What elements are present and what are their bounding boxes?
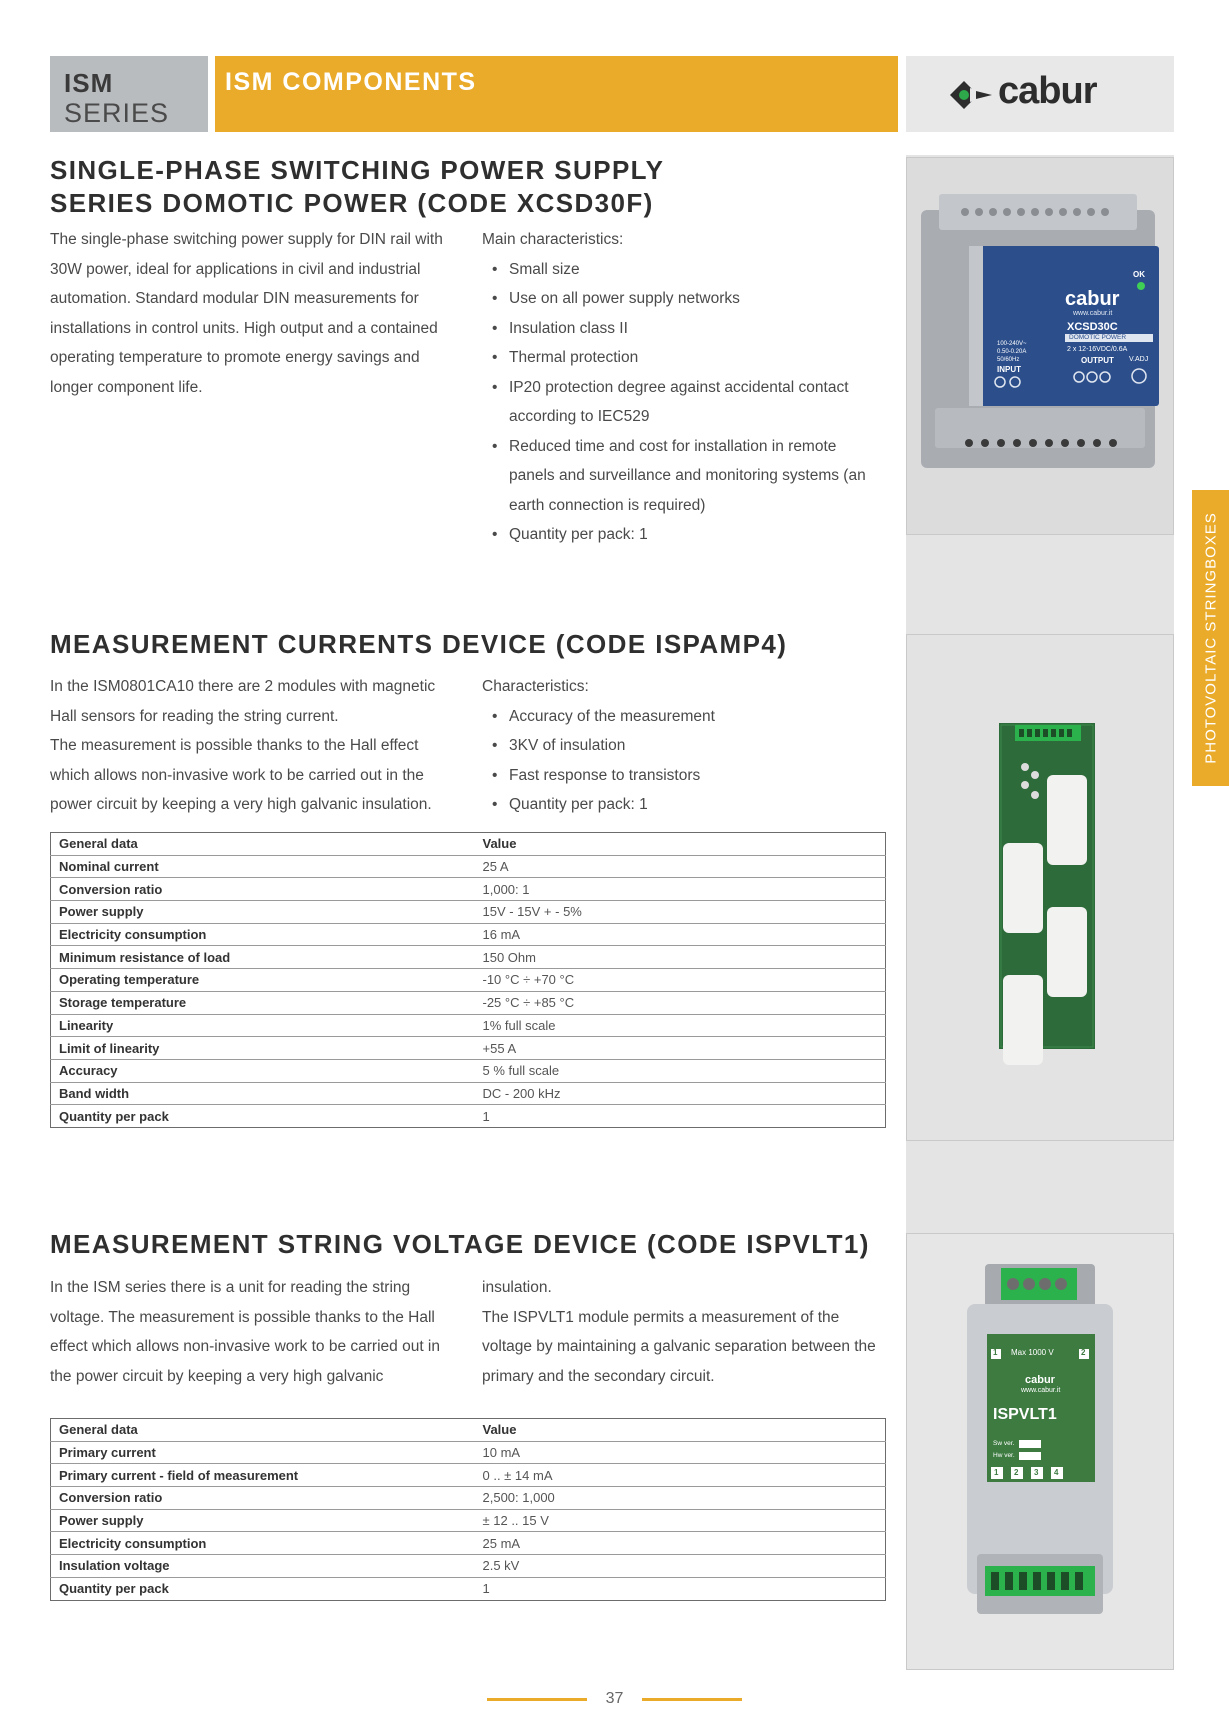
table-row [51,1082,886,1105]
table-cell: Storage temperature [51,991,475,1014]
series-label-line2: SERIES [64,98,170,128]
device3-max-label: Max 1000 V [1011,1348,1054,1357]
section2-char-heading: Characteristics: [482,678,589,695]
list-item: • Quantity per pack: 1 [482,520,882,550]
table-row [51,1037,886,1060]
table-header-cell: Value [475,833,886,856]
section3-description-col2 [482,1273,882,1391]
section3-description-text3: The ISPVLT1 module permits a measurement of the voltage by maintaining a galvanic separation between the primary and the secondary circuit. [482,1308,876,1385]
section2-description-p2: The measurement is possible thanks to the Hall effect which allows non-invasive work to be carried out in the power circuit by keeping a very high galvanic insulation. [50,737,432,813]
device1-input-label: INPUT [997,365,1021,374]
table-row [51,1059,886,1082]
device1-input-specs [997,340,1027,364]
device1-subtitle: DOMOTIC POWER [1069,334,1127,341]
table-cell: Electricity consumption [51,1532,475,1555]
table-cell: Power supply [51,901,475,924]
section3-description-text2: insulation. [482,1279,552,1296]
device3-bottom-terminal-1: 1 [994,1468,999,1477]
table-cell: 1 [482,1108,490,1124]
table-row [51,1464,886,1487]
section1-description-text: The single-phase switching power supply for DIN rail with 30W power, ideal for applications in civil and industrial automation. Standard modular DIN measurements for installations in control units. High output and a contained operating temperature to promote energy savings and longer component life. [50,231,443,396]
table-cell: Primary current - field of measurement [51,1464,475,1487]
list-item: • 3KV of insulation [482,731,882,761]
section2-description [50,672,450,820]
section1-title [50,154,850,220]
device3-hw-label: Hw ver. [993,1452,1015,1459]
section1-characteristics [482,225,882,550]
section3-spec-table [50,1418,886,1601]
table-row [51,1014,886,1037]
table-cell: 25 mA [475,1532,886,1555]
page-number: 37 [605,1690,624,1707]
table-cell: 150 Ohm [475,946,886,969]
device1-input-spec2: 0.50-0.20A [997,349,1027,355]
table-header-row [51,1419,886,1442]
section1-feature-list [482,255,882,550]
section2-description-p1: In the ISM0801CA10 there are 2 modules with magnetic Hall sensors for reading the string current. [50,678,436,725]
table-header-cell: General data [51,1419,475,1442]
table-cell: 1 [482,1581,490,1597]
voltage-device-photo [906,1233,1174,1670]
device1-output-label: OUTPUT [1081,356,1114,365]
table-cell: Accuracy [51,1059,475,1082]
power-supply-illustration-icon [907,158,1173,534]
table-row [51,923,886,946]
list-item: • Quantity per pack: 1 [482,790,882,820]
table-row [51,1105,886,1128]
table-cell: 15V - 15V + - 5% [475,901,886,924]
page-footer [0,1690,1229,1708]
section-header-bar [215,56,898,132]
table-cell: DC - 200 kHz [475,1082,886,1105]
table-cell: +55 A [475,1037,886,1060]
device1-web: www.cabur.it [1073,310,1113,317]
section2-feature-list [482,702,882,820]
side-category-tab [1192,490,1229,786]
table-row [51,1577,886,1600]
table-header-row [51,833,886,856]
table-row [51,991,886,1014]
section1-char-heading: Main characteristics: [482,231,624,248]
cabur-logo-mark-icon [948,80,996,110]
table-row [51,855,886,878]
device3-sw-label: Sw ver. [993,1440,1015,1447]
table-row [51,1441,886,1464]
table-header-cell: General data [51,833,475,856]
table-cell: Quantity per pack [59,1108,169,1124]
list-item: • Thermal protection [482,343,882,373]
section-header-title: ISM COMPONENTS [225,68,477,96]
device1-vadj-label: V.ADJ [1129,356,1149,363]
series-label-line1: ISM [64,68,114,98]
device1-output-spec: 2 x 12-16VDC/0.6A [1067,346,1128,353]
table-cell: Operating temperature [51,969,475,992]
device1-input-spec3: 50/60Hz [997,357,1020,363]
device3-terminal-1: 1 [993,1348,998,1357]
section2-spec-table [50,832,886,1128]
table-cell: 1% full scale [475,1014,886,1037]
table-cell: -10 °C ÷ +70 °C [475,969,886,992]
table-cell: Linearity [51,1014,475,1037]
table-cell: Power supply [51,1509,475,1532]
device3-model: ISPVLT1 [993,1406,1057,1423]
device1-ok-label: OK [1133,270,1145,279]
table-cell: 2.5 kV [475,1555,886,1578]
table-cell: 25 A [475,855,886,878]
table-cell: Band width [51,1082,475,1105]
list-item: • Fast response to transistors [482,761,882,791]
table-cell: -25 °C ÷ +85 °C [475,991,886,1014]
table-cell: 0 .. ± 14 mA [475,1464,886,1487]
section3-description-text1: In the ISM series there is a unit for reading the string voltage. The measurement is possible thanks to the Hall effect which allows non-invasive work to be carried out in the power circuit by keeping a very high galvanic [50,1279,440,1385]
device3-bottom-terminal-4: 4 [1054,1468,1059,1477]
list-item: • IP20 protection degree against accidental contact according to IEC529 [482,373,882,432]
table-row [51,901,886,924]
table-cell: 5 % full scale [475,1059,886,1082]
table-cell: Electricity consumption [51,923,475,946]
list-item: • Accuracy of the measurement [482,702,882,732]
device1-model: XCSD30C [1067,321,1118,333]
section2-characteristics [482,672,882,820]
section1-title-line1: SINGLE-PHASE SWITCHING POWER SUPPLY [50,155,665,185]
table-cell: ± 12 .. 15 V [475,1509,886,1532]
table-cell: 1,000: 1 [475,878,886,901]
section1-description [50,225,460,402]
footer-rule-right [642,1698,742,1701]
table-cell: 2,500: 1,000 [475,1487,886,1510]
current-sensor-board-icon [907,635,1173,1140]
table-cell: Minimum resistance of load [51,946,475,969]
device3-bottom-terminal-3: 3 [1034,1468,1039,1477]
table-header-cell: Value [475,1419,886,1442]
current-device-photo [906,634,1174,1141]
section3-title: MEASUREMENT STRING VOLTAGE DEVICE (CODE ISPVLT1) [50,1229,870,1259]
list-item: • Reduced time and cost for installation in remote panels and surveillance and monitoring systems (an earth connection is required) [482,432,882,521]
device1-input-spec1: 100-240V~ [997,341,1027,347]
device1-brand: cabur [1065,288,1120,310]
list-item: • Small size [482,255,882,285]
list-item: • Insulation class II [482,314,882,344]
list-item: • Use on all power supply networks [482,284,882,314]
table-row [51,1555,886,1578]
table-cell: Quantity per pack [59,1581,169,1597]
table-cell: Nominal current [51,855,475,878]
table-row [51,1487,886,1510]
table-cell: Primary current [51,1441,475,1464]
table-cell: 10 mA [475,1441,886,1464]
series-label-box [50,56,208,132]
section3-description-col1 [50,1273,450,1391]
cabur-logo-word: cabur [998,70,1097,112]
table-cell: 16 mA [475,923,886,946]
device3-web: www.cabur.it [1021,1387,1061,1394]
power-supply-photo [906,157,1174,535]
table-row [51,878,886,901]
section1-title-line2: SERIES DOMOTIC POWER (CODE XCSD30F) [50,188,654,218]
table-cell: Limit of linearity [51,1037,475,1060]
section2-title: MEASUREMENT CURRENTS DEVICE (CODE ISPAMP4) [50,629,788,659]
table-row [51,1532,886,1555]
table-cell: Insulation voltage [51,1555,475,1578]
table-row [51,1509,886,1532]
device3-terminal-2: 2 [1081,1348,1086,1357]
table-row [51,946,886,969]
table-cell: Conversion ratio [51,1487,475,1510]
footer-rule-left [487,1698,587,1701]
device3-bottom-terminal-2: 2 [1014,1468,1019,1477]
side-category-label: PHOTOVOLTAIC STRINGBOXES [1202,512,1219,764]
device3-brand: cabur [1025,1374,1055,1386]
table-row [51,969,886,992]
voltage-module-illustration-icon [907,1234,1173,1669]
table-cell: Conversion ratio [51,878,475,901]
cabur-logo [906,56,1174,132]
